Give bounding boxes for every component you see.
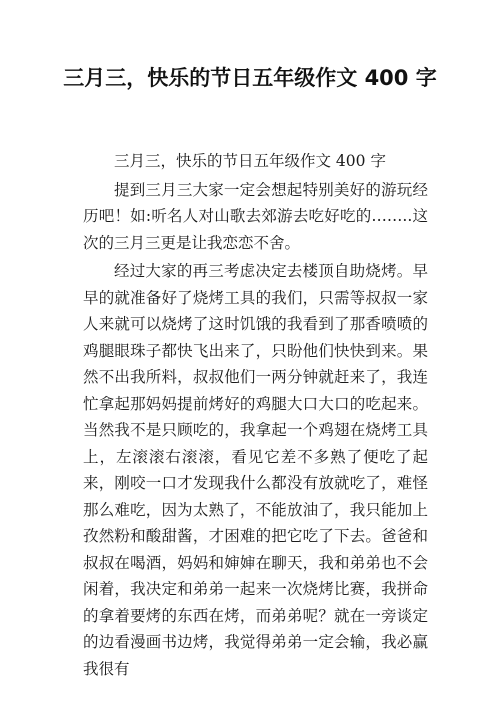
paragraph-subtitle: 三月三，快乐的节日五年级作文 400 字 bbox=[114, 152, 386, 170]
paragraph-bbq: 经过大家的再三考虑决定去楼顶自助烧烤。早早的就准备好了烧烤工具的我们，只需等叔叔一家人来就可以烧烤了这时饥饿的我看到了那香喷喷的鸡腿眼珠子都快飞出来了，只盼他们快快到来。果然不出我所料，叔叔他们一两分钟就赶来了，我连忙拿起那妈妈提前烤好的鸡腿大口大口的吃起来。当然我不是只顾吃的，我拿起一个鸡翅在烧烤工具上，左滚滚右滚滚，看见它差不多熟了便吃了起来，刚咬一口才发现我什么都没有放就吃了，难怪那么难吃，因为太熟了，不能放油了，我只能加上孜然粉和酸甜酱，才困难的把它吃了下去。爸爸和叔叔在喝酒，妈妈和婶婶在聊天，我和弟弟也不会闲着，我决定和弟弟一起来一次烧烤比赛，我拼命的拿着要烤的东西在烤，而弟弟呢？就在一旁谈定的边看漫画书边烤，我觉得弟弟一定会输，我必赢我很有 bbox=[83, 262, 428, 678]
document-title: 三月三，快乐的节日五年级作文 400 字 bbox=[63, 66, 437, 90]
paragraph-intro: 提到三月三大家一定会想起特别美好的游玩经历吧！如:听名人对山歌去郊游去吃好吃的……..这次的三月三更是让我恋恋不舍。 bbox=[83, 180, 428, 252]
document-body bbox=[83, 148, 428, 684]
